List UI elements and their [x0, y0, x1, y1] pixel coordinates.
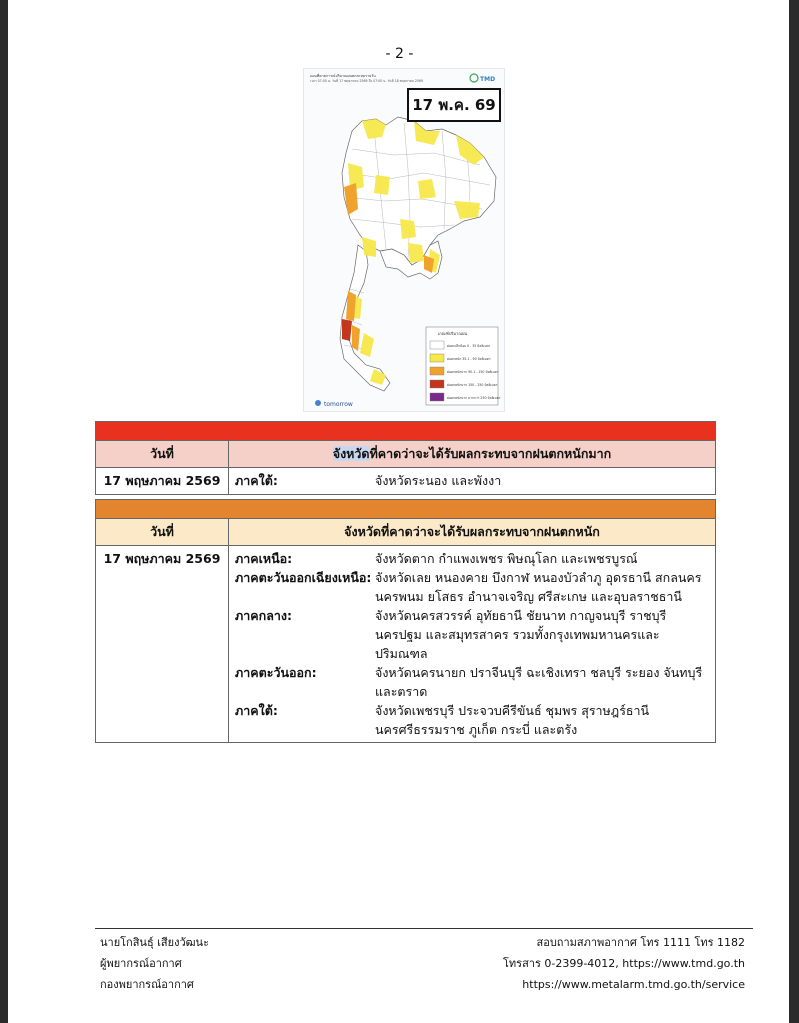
- map-title-line1: แผนที่คาดการณ์ปริมาณฝนตกสะสมรายวัน: [310, 74, 376, 78]
- region-name: ภาคตะวันออกเฉียงเหนือ:: [235, 570, 372, 585]
- legend-title: เกณฑ์ปริมาณฝน: [438, 331, 468, 336]
- legend-label: ฝนตกหนักมาก 150 - 250 มิลลิเมตร: [447, 383, 498, 387]
- very-heavy-rain-table: [95, 421, 716, 495]
- forecaster-division: กองพยากรณ์อากาศ: [100, 978, 194, 991]
- region-provinces: จังหวัดเพชรบุรี ประจวบคีรีขันธ์ ชุมพร สุราษฎร์ธานี นครศรีธรรมราช ภูเก็ต กระบี่ และตรัง: [375, 703, 650, 737]
- contact-phone: สอบถามสภาพอากาศ โทร 1111 โทร 1182: [536, 936, 745, 949]
- footer-divider: [95, 928, 753, 929]
- footer-left: [100, 932, 209, 995]
- tomorrow-logo: [315, 400, 353, 408]
- row-content: [229, 546, 716, 743]
- row-content: [229, 468, 716, 495]
- region-name: ภาคใต้:: [235, 473, 278, 488]
- map-title-line2: เวลา 07:00 น. วันที่ 17 พฤษภาคม 2569 ถึง 07:00 น. วันที่ 18 พฤษภาคม 2569: [310, 79, 424, 83]
- region-provinces: จังหวัดนครสวรรค์ อุทัยธานี ชัยนาท กาญจนบุรี ราชบุรี นครปฐม และสมุทรสาคร รวมทั้งกรุงเทพมหานครและปริมณฑล: [375, 608, 667, 661]
- table-row: [96, 468, 716, 495]
- region-name: ภาคตะวันออก:: [235, 665, 317, 680]
- page-edge-right: [789, 0, 799, 1023]
- heavy-rain-table: [95, 499, 716, 743]
- legend-swatch: [430, 354, 444, 362]
- legend-label: ฝนตกหนักมาก 90.1 - 150 มิลลิเมตร: [447, 370, 499, 374]
- table-row: [96, 546, 716, 743]
- tomorrow-logo-text: tomorrow: [324, 401, 353, 408]
- legend-swatch: [430, 367, 444, 375]
- region-name: ภาคใต้:: [235, 703, 278, 718]
- region-provinces: จังหวัดเลย หนองคาย บึงกาฬ หนองบัวลำภู อุดรธานี สกลนคร นครพนม ยโสธร อำนาจเจริญ ศรีสะเกษ และอุบลราชธานี: [375, 570, 702, 604]
- col-provinces-header: จังหวัดที่คาดว่าจะได้รับผลกระทบจากฝนตกหนัก: [229, 519, 716, 546]
- contact-service-link[interactable]: https://www.metalarm.tmd.go.th/service: [522, 978, 745, 991]
- col-date-header: วันที่: [96, 519, 229, 546]
- col-date-header: วันที่: [96, 441, 229, 468]
- forecaster-name: นายโกสินธุ์ เสียงวัฒนะ: [100, 936, 209, 949]
- page-number: - 2 -: [385, 46, 414, 62]
- legend-swatch: [430, 341, 444, 349]
- tmd-logo: [470, 74, 495, 83]
- forecaster-title: ผู้พยากรณ์อากาศ: [100, 957, 182, 970]
- region-provinces: จังหวัดนครนายก ปราจีนบุรี ฉะเชิงเทรา ชลบุรี ระยอง จันทบุรี และตราด: [375, 665, 703, 699]
- legend-label: ฝนตกเล็กน้อย 0 - 35 มิลลิเมตร: [447, 344, 491, 348]
- row-date: 17 พฤษภาคม 2569: [96, 468, 229, 495]
- legend-swatch: [430, 393, 444, 401]
- contact-fax-website[interactable]: โทรสาร 0-2399-4012, https://www.tmd.go.th: [503, 957, 745, 970]
- legend-label: ฝนตกหนักมาก มากกว่า 250 มิลลิเมตร: [447, 396, 501, 400]
- footer-right: [503, 932, 745, 995]
- region-name: ภาคกลาง:: [235, 608, 292, 623]
- region-provinces: จังหวัดระนอง และพังงา: [375, 473, 502, 488]
- tmd-logo-text: TMD: [480, 76, 496, 83]
- col-provinces-header: [229, 441, 716, 468]
- legend-label: ฝนตกหนัก 35.1 - 90 มิลลิเมตร: [447, 357, 491, 361]
- row-date: 17 พฤษภาคม 2569: [96, 546, 229, 743]
- header-highlight: จังหวัด: [332, 446, 370, 461]
- very-heavy-rain-bar: [96, 422, 716, 441]
- region-name: ภาคเหนือ:: [235, 551, 293, 566]
- map-legend: [426, 327, 501, 405]
- legend-swatch: [430, 380, 444, 388]
- heavy-rain-bar: [96, 500, 716, 519]
- map-date-label: 17 พ.ค. 69: [407, 88, 501, 122]
- region-provinces: จังหวัดตาก กำแพงเพชร พิษณุโลก และเพชรบูรณ์: [375, 551, 638, 566]
- header-rest: ที่คาดว่าจะได้รับผลกระทบจากฝนตกหนักมาก: [369, 446, 612, 461]
- page-edge-left: [0, 0, 8, 1023]
